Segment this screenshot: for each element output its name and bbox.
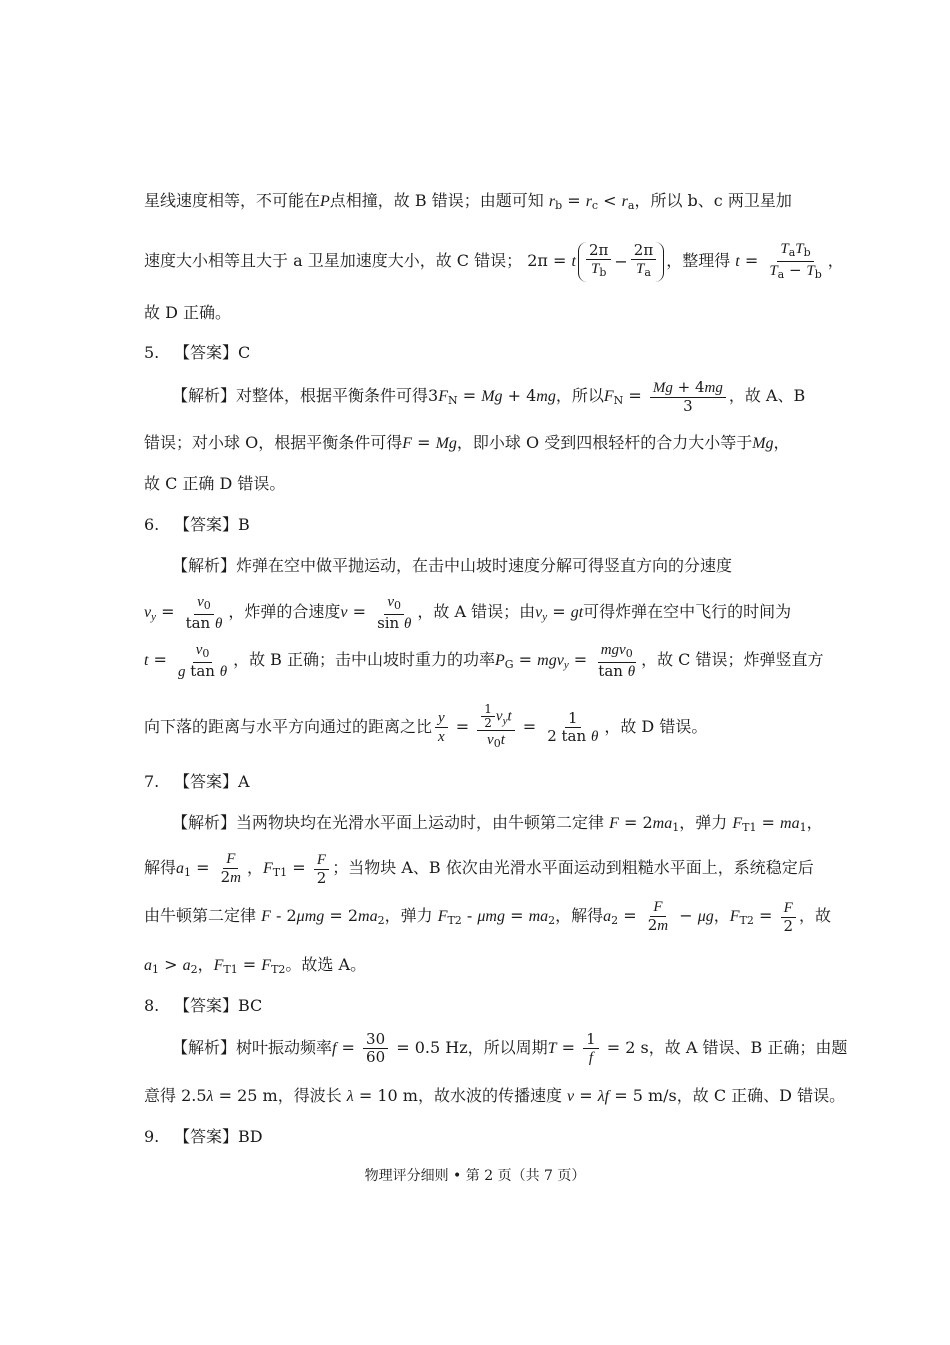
text-run: 【解析】树叶振动频率 [172,1038,333,1057]
text-run: 【解析】炸弹在空中做平抛运动，在击中山坡时速度分解可得竖直方向的分速度 [172,556,733,575]
text-run: 点相撞，故 B 错误；由题可知 [329,191,544,210]
text-line: t = $\frac{v_0}{\text{g tan θ}}$ ，故 B 正确；击中山坡时重力的功率$P_G = mgv_y$ = $\frac{mgv_0}{\text{tan θ}}$ ，故 C 错误；炸弹竖直方 [144,641,824,680]
text-line: 【解析】对整体，根据平衡条件可得$3F_N = Mg + 4mg$，所以$F_N$ = $\frac{Mg + 4mg}{3}$ ，故 A、B [172,377,806,415]
text-run: ，所以 [555,386,604,405]
text-line: 由牛顿第二定律 $F - 2\mu mg = 2ma_2$，弹力 $F_{T2} - \mu mg = ma_2$，解得$a_2$ = $\frac{F}{2m}$ − μg，$F_{T2}$ = $\frac{F}{2}$ ，故 [144,899,831,935]
text-run: 意得 [144,1086,177,1105]
answer-heading-7 [144,771,824,793]
text-run: ，炸弹的合速度 [228,602,341,621]
text-run: ，故 B 正确；击中山坡时重力的功率 [233,650,496,669]
text-run: 。故选 A。 [285,955,367,974]
text-line: 解得$a_1$ = $\frac{F}{2m}$ ，$F_{T1}$ = $\frac{F}{2}$ ；当物块 A、B 依次由光滑水平面运动到粗糙水平面上，系统稳定后 [144,851,814,887]
text-line: $a_1 > a_2$，$F_{T1} = F_{T2}$。故选 A。 [144,955,367,976]
question-number: 9. [144,1127,160,1146]
text-run: 故 C 正确 D 错误。 [144,474,286,493]
text-line [144,473,824,495]
text-run: ，得波长 [277,1086,342,1105]
text-run: ，故 C 正确、D 错误。 [676,1086,846,1105]
text-line: 星线速度相等，不可能在P点相撞，故 B 错误；由题可知 $r_b = r_c < r_a$，所以 b、c 两卫星加 [144,191,792,212]
text-run: 【解析】对整体，根据平衡条件可得 [172,386,429,405]
text-run: 【解析】当两物块均在光滑水平面上运动时，由牛顿第二定律 [172,813,605,832]
answer-heading-6 [144,514,824,536]
text-run: ，弹力 [679,813,728,832]
text-run: ，整理得 [666,251,731,270]
text-line: $v_y$ = $\frac{v_0}{\text{tan θ}}$ ，炸弹的合速度v = $\frac{v_0}{\text{sin θ}}$ ，故 A 错误；由$v_y$ = gt可得炸弹在空中飞行的时间为 [144,593,792,632]
text-line: 【解析】树叶振动频率f = $\frac{30}{60}$ = 0.5 Hz，所以周期T = $\frac{1}{f}$ = 2 s，故 A 错误、B 正确；由题 [172,1029,848,1066]
answer-label: 【答案】A [174,772,250,791]
text-line: 错误；对小球 O，根据平衡条件可得F = Mg，即小球 O 受到四根轻杆的合力大小等于Mg， [144,433,790,452]
text-run: 故 D 正确。 [144,303,232,322]
answer-label: 【答案】BD [174,1127,263,1146]
text-line: 【解析】当两物块均在光滑水平面上运动时，由牛顿第二定律 $F = 2ma_1$，弹力 $F_{T1} = ma_1$， [172,813,823,834]
text-run: 错误；对小球 O，根据平衡条件可得 [144,433,403,452]
text-run: ，故 A 错误、B 正确；由题 [648,1038,848,1057]
text-line: 意得 2.5λ = 25 m，得波长 λ = 10 m，故水波的传播速度 v = λf = 5 m/s，故 C 正确、D 错误。 [144,1086,846,1105]
answer-heading-5 [144,342,824,364]
text-run: ，所以 b、c 两卫星加 [634,191,792,210]
text-run: 速度大小相等且大于 a 卫星加速度大小，故 C 错误； [144,251,523,270]
text-run: ，故 C 错误；炸弹竖直方 [641,650,824,669]
answer-heading-8 [144,995,824,1017]
text-line [172,555,822,577]
text-line: 向下落的距离与水平方向通过的距离之比 $\frac{y}{x}$ = $\frac{1}{2}$ $v_yt$ $v_0t$ = $\frac{1}{\text{2 tan θ}}$ ，故 D 错误。 [144,702,708,750]
page-footer: 物理评分细则 • 第 2 页（共 7 页） [364,1168,586,1184]
text-run: ，故 [798,906,831,925]
text-run: 星线速度相等，不可能在 [144,191,321,210]
answer-label: 【答案】C [174,343,251,362]
text-run: 解得 [144,858,177,877]
answer-label: 【答案】B [174,515,250,534]
text-run: ，所以周期 [467,1038,548,1057]
text-run: ；当物块 A、B 依次由光滑水平面运动到粗糙水平面上，系统稳定后 [332,858,814,877]
question-number: 7. [144,772,160,791]
text-line [144,240,844,283]
text-run: ，故水波的传播速度 [417,1086,562,1105]
text-run: ，故 D 错误。 [604,717,708,736]
formula-period: 2π = t $\frac{2\pi}{T_b}$ − $\frac{2\pi}{T_a}$ [527,251,666,270]
text-run: ，弹力 [384,906,433,925]
text-line [144,302,824,324]
text-run: ，故 A 错误；由 [417,602,536,621]
question-number: 6. [144,515,160,534]
formula-time: t = $\frac{T_aT_b}{T_a - T_b}$ ， [735,241,844,281]
text-run: 由牛顿第二定律 [144,906,257,925]
answer-label: 【答案】BC [174,996,263,1015]
question-number: 8. [144,996,160,1015]
question-number: 5. [144,343,160,362]
text-run: 可得炸弹在空中飞行的时间为 [583,602,792,621]
text-run: ，解得 [555,906,604,925]
answer-heading-9 [144,1126,824,1148]
text-run: ，故 A、B [728,386,806,405]
text-run: 向下落的距离与水平方向通过的距离之比 [144,717,433,736]
text-run: ，即小球 O 受到四根轻杆的合力大小等于 [456,433,753,452]
